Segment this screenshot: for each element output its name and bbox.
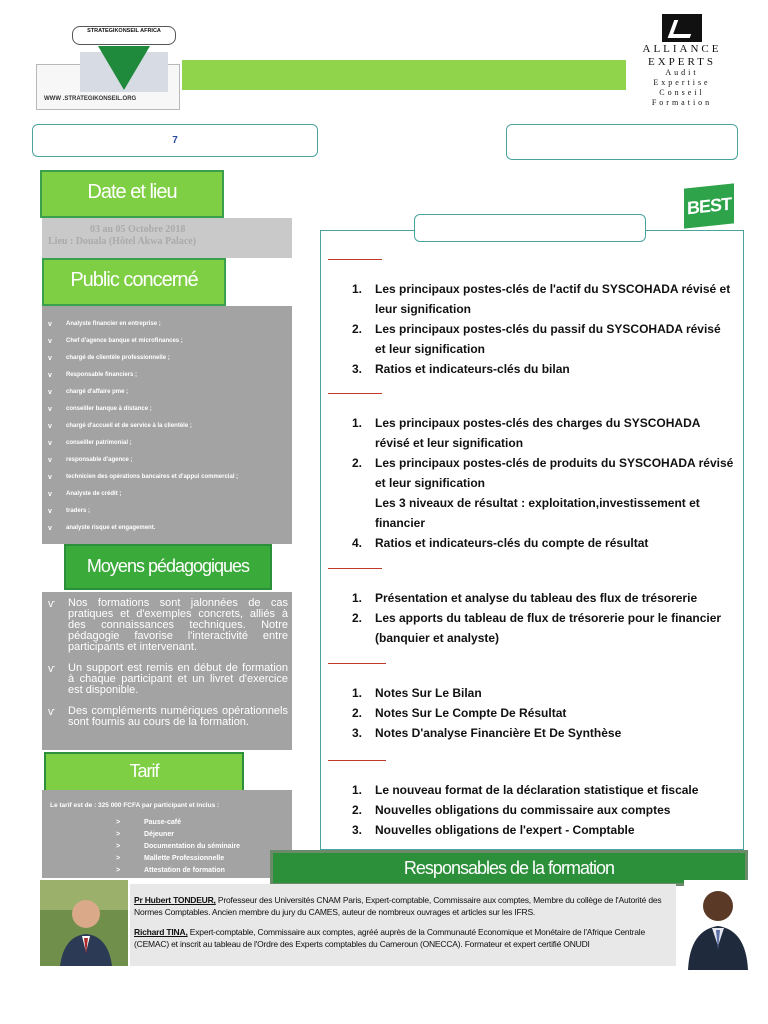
alliance-experts-logo: ALLIANCE EXPERTS Audit Expertise Conseil Formation bbox=[628, 14, 736, 110]
left-logo-url: WWW .STRATEGIKONSEIL.ORG bbox=[44, 96, 137, 102]
list-item: v technicien des opérations bancaires et d'appui commercial ; bbox=[48, 469, 292, 486]
list-item: v analyste risque et engagement. bbox=[48, 520, 292, 537]
strategikonseil-logo bbox=[36, 26, 178, 106]
list-item: 1. Le nouveau format de la déclaration statistique et fiscale bbox=[352, 783, 699, 797]
audience-section-title: Public concerné bbox=[42, 258, 226, 306]
date-text: 03 au 05 Octobre 2018 bbox=[90, 224, 186, 235]
list-item: > Documentation du séminaire bbox=[116, 841, 288, 853]
alliance-mark-icon bbox=[662, 14, 702, 42]
list-item: v conseiller patrimonial ; bbox=[48, 435, 292, 452]
means-panel bbox=[42, 592, 292, 750]
list-item: 1. Les principaux postes-clés des charges du SYSCOHADA révisé et leur signification bbox=[352, 416, 700, 450]
list-item: v Analyste financier en entreprise ; bbox=[48, 316, 292, 333]
price-section-title: Tarif bbox=[44, 752, 244, 792]
audience-list bbox=[48, 316, 292, 537]
best-badge: BEST bbox=[684, 183, 734, 228]
price-intro: Le tarif est de : 325 000 FCFA par participant et inclus : bbox=[50, 802, 220, 809]
list-item: v Chef d'agence banque et microfinances ; bbox=[48, 333, 292, 350]
list-item: 3. Notes D'analyse Financière Et De Synthèse bbox=[352, 726, 622, 740]
header-green-band bbox=[182, 60, 626, 90]
audience-panel bbox=[42, 306, 292, 544]
module-list-2 bbox=[342, 413, 734, 553]
list-item: v Responsable financiers ; bbox=[48, 367, 292, 384]
list-item: > Déjeuner bbox=[116, 829, 288, 841]
list-item: > Pause-café bbox=[116, 817, 288, 829]
list-item: v responsable d'agence ; bbox=[48, 452, 292, 469]
list-item: 2. Nouvelles obligations du commissaire aux comptes bbox=[352, 803, 671, 817]
list-item: 1. Les principaux postes-clés de l'actif du SYSCOHADA révisé et leur signification bbox=[352, 282, 731, 316]
list-item: 2. Les apports du tableau de flux de trésorerie pour le financier (banquier et analyste) bbox=[352, 611, 722, 645]
module-divider bbox=[328, 663, 386, 664]
list-item: v traders ; bbox=[48, 503, 292, 520]
program-title-box bbox=[414, 214, 646, 242]
list-item: v chargé de clientèle professionnelle ; bbox=[48, 350, 292, 367]
module-divider bbox=[328, 760, 386, 761]
means-section-title: Moyens pédagogiques bbox=[64, 544, 272, 590]
photo-hubert-tondeur bbox=[40, 880, 128, 966]
price-list bbox=[50, 817, 288, 877]
bio-hubert-tondeur: Pr Hubert TONDEUR, Professeur des Universités CNAM Paris, Expert-comptable, Commissaire aux comptes, Membre du collège de l'Autorité des Normes Comptables. Ancien membre du jury du CAMES, auteur de nombreux ouvrages et articles sur les IFRS. bbox=[134, 895, 662, 917]
list-item: 3. Nouvelles obligations de l'expert - Comptable bbox=[352, 823, 635, 837]
bios-panel bbox=[130, 884, 676, 966]
date-panel bbox=[42, 218, 292, 258]
module-list-3 bbox=[342, 588, 734, 648]
list-item: v Analyste de crédit ; bbox=[48, 486, 292, 503]
info-box-right bbox=[506, 124, 738, 160]
date-section-title: Date et lieu bbox=[40, 170, 224, 218]
module-divider bbox=[328, 393, 382, 394]
list-item: 4. Ratios et indicateurs-clés du compte de résultat bbox=[352, 536, 649, 550]
list-item: v chargé d'affaire pme ; bbox=[48, 384, 292, 401]
module-divider bbox=[328, 568, 382, 569]
bio-richard-tina: Richard TINA, Expert-comptable, Commissaire aux comptes, agréé auprès de la Communauté Economique et Monétaire de l'Afrique Centrale (CEMAC) et inscrit au tableau de l'Ordre des Experts comptables du Cameroun (ONECCA). Formateur et expert certifié ONUDI bbox=[134, 927, 645, 949]
list-item: v chargé d'accueil et de service à la clientèle ; bbox=[48, 418, 292, 435]
place-text: Lieu : Douala (Hôtel Akwa Palace) bbox=[48, 236, 197, 247]
list-item: > Attestation de formation bbox=[116, 865, 288, 877]
left-logo-name: STRATEGIKONSEIL AFRICA bbox=[72, 26, 176, 45]
list-item: > Mallette Professionnelle bbox=[116, 853, 288, 865]
means-paragraph: ѵ Nos formations sont jalonnées de cas pratiques et d'exemples concrets, alliés à des connaissances techniques. Notre pédagogie favorise l'interactivité entre participants et intervenant. bbox=[48, 598, 288, 653]
list-item: 3. Ratios et indicateurs-clés du bilan bbox=[352, 362, 570, 376]
module-list-1 bbox=[342, 279, 734, 379]
list-item: Les 3 niveaux de résultat : exploitation,investissement et financier bbox=[375, 496, 700, 530]
module-divider bbox=[328, 259, 382, 260]
means-paragraph: ѵ Un support est remis en début de formation à chaque participant et un livret d'exercice est disponible. bbox=[48, 663, 288, 696]
list-item: 1. Présentation et analyse du tableau des flux de trésorerie bbox=[352, 591, 698, 605]
info-box-left: 7 bbox=[32, 124, 318, 157]
module-list-4 bbox=[342, 683, 734, 743]
triangle-logo-icon bbox=[98, 46, 150, 90]
list-item: 2. Les principaux postes-clés de produits du SYSCOHADA révisé et leur signification bbox=[352, 456, 734, 490]
list-item: v conseiller banque à distance ; bbox=[48, 401, 292, 418]
module-list-5 bbox=[342, 780, 734, 840]
list-item: 2. Notes Sur Le Compte De Résultat bbox=[352, 706, 567, 720]
responsables-title: Responsables de la formation bbox=[270, 850, 748, 886]
photo-richard-tina bbox=[684, 880, 752, 970]
means-paragraph: ѵ Des compléments numériques opérationnels sont fournis au cours de la formation. bbox=[48, 706, 288, 728]
list-item: 1. Notes Sur Le Bilan bbox=[352, 686, 482, 700]
list-item: 2. Les principaux postes-clés du passif du SYSCOHADA révisé et leur signification bbox=[352, 322, 721, 356]
price-panel bbox=[42, 790, 292, 878]
